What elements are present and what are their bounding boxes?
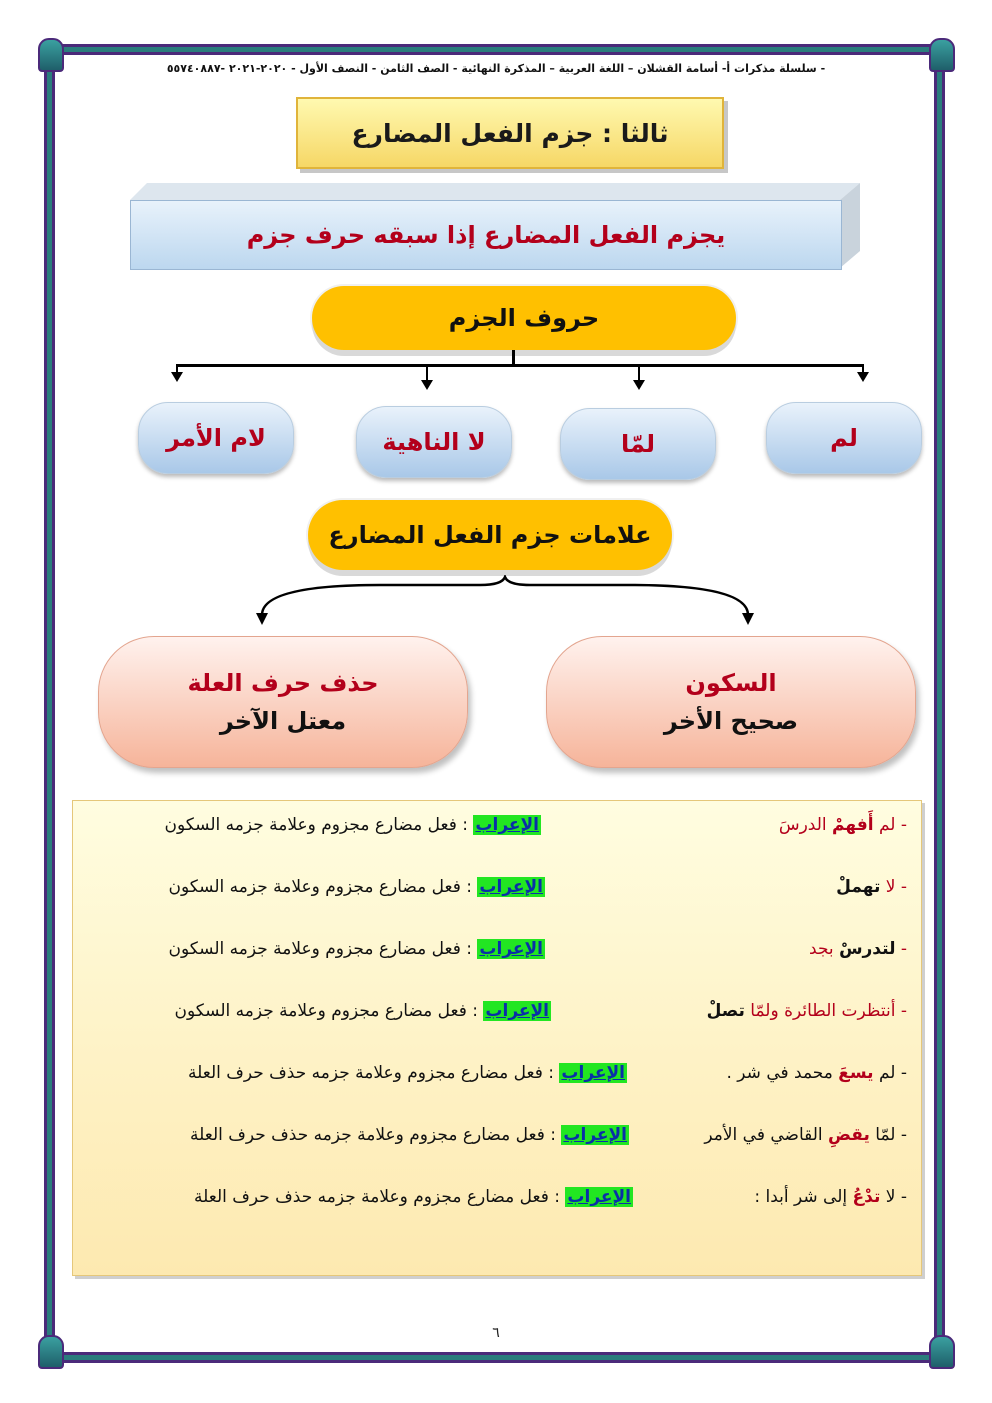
tree-branch [176, 364, 178, 372]
sign-deletion-title: حذف حرف العلة [187, 669, 379, 697]
example-sentence: - لا تهملْ [836, 877, 907, 897]
arrow-down-icon [171, 372, 183, 382]
frame-left [44, 48, 55, 1355]
arrow-down-icon [421, 380, 433, 390]
irab-label: الإعراب [475, 815, 539, 835]
frame-top [48, 44, 944, 55]
brace-connector [250, 575, 760, 635]
section-title [296, 97, 724, 169]
irab-label: الإعراب [563, 1125, 627, 1145]
example-sentence: - لمّا يقضِ القاضي في الأمر [704, 1125, 907, 1145]
frame-bottom [48, 1352, 944, 1363]
signs-heading-text: علامات جزم الفعل المضارع [328, 521, 652, 549]
example-analysis: الإعراب : فعل مضارع مجزوم وعلامة جزمه السكون [174, 1001, 549, 1021]
irab-label: الإعراب [561, 1063, 625, 1083]
jazm-letter-label: لمّا [620, 430, 656, 458]
example-row [73, 939, 921, 969]
example-row [73, 1001, 921, 1031]
rule-text: يجزم الفعل المضارع إذا سبقه حرف جزم [246, 221, 726, 249]
example-analysis: الإعراب : فعل مضارع مجزوم وعلامة جزمه السكون [168, 877, 543, 897]
sign-sukun-subtitle: صحيح الأخر [663, 707, 799, 735]
irab-label: الإعراب [479, 877, 543, 897]
example-row [73, 815, 921, 845]
tree-stem [512, 350, 515, 365]
tree-branch [426, 364, 428, 380]
arrow-down-icon [633, 380, 645, 390]
corner-ornament-icon [38, 38, 64, 72]
example-row [73, 1063, 921, 1093]
jazm-letter-lam-amr [138, 402, 294, 474]
jazm-letter-label: لم [830, 424, 858, 452]
rule-banner [130, 200, 842, 270]
example-analysis: الإعراب : فعل مضارع مجزوم وعلامة جزمه حذف حرف العلة [194, 1187, 631, 1207]
jazm-letter-lam [766, 402, 922, 474]
banner-bevel-top [130, 183, 860, 200]
tree-branch [638, 364, 640, 380]
example-sentence: - لم يسعَ محمد في شر . [726, 1063, 907, 1083]
example-analysis: الإعراب : فعل مضارع مجزوم وعلامة جزمه السكون [168, 939, 543, 959]
example-analysis: الإعراب : فعل مضارع مجزوم وعلامة جزمه حذف حرف العلة [188, 1063, 625, 1083]
irab-label: الإعراب [485, 1001, 549, 1021]
jazm-letters-heading-text: حروف الجزم [448, 304, 600, 332]
sign-deletion-subtitle: معتل الآخر [219, 707, 347, 735]
sign-sukun-title: السكون [685, 669, 777, 697]
example-sentence: - لا تدْعُ إلى شر أبدا : [754, 1187, 907, 1207]
watermark [331, 258, 849, 883]
examples-box [72, 800, 922, 1276]
tree-branch [862, 364, 864, 372]
corner-ornament-icon [929, 38, 955, 72]
arrow-down-icon [857, 372, 869, 382]
example-row [73, 877, 921, 907]
sign-sukun [546, 636, 916, 768]
jazm-letters-heading [312, 286, 736, 350]
example-row [73, 1187, 921, 1217]
example-row [73, 1125, 921, 1155]
frame-right [934, 48, 945, 1355]
example-sentence: - لم أَفهمْ الدرسَ [778, 815, 907, 835]
signs-heading [308, 500, 672, 570]
example-analysis: الإعراب : فعل مضارع مجزوم وعلامة جزمه حذف حرف العلة [190, 1125, 627, 1145]
example-analysis: الإعراب : فعل مضارع مجزوم وعلامة جزمه السكون [164, 815, 539, 835]
example-sentence: - أنتظرت الطائرة ولمّا تصلْ [706, 1001, 907, 1021]
section-title-text: ثالثا : جزم الفعل المضارع [351, 118, 669, 148]
jazm-letter-label: لام الأمر [166, 424, 266, 452]
example-sentence: - لتدرسْ بجد [809, 939, 907, 959]
irab-label: الإعراب [479, 939, 543, 959]
page-header: - سلسلة مذكرات أ- أسامة القشلان – اللغة العربية – المذكرة النهائية - الصف الثامن - النصف الأول - ٢٠٢٠-٢٠٢١ -٥٥٧٤٠٨٨٧ [166, 62, 826, 75]
jazm-letter-la-nahiya [356, 406, 512, 478]
page-number: ٦ [492, 1325, 500, 1341]
irab-label: الإعراب [567, 1187, 631, 1207]
sign-deletion [98, 636, 468, 768]
jazm-letter-label: لا الناهية [382, 428, 486, 456]
tree-bar [176, 364, 864, 367]
jazm-letter-lamma [560, 408, 716, 480]
